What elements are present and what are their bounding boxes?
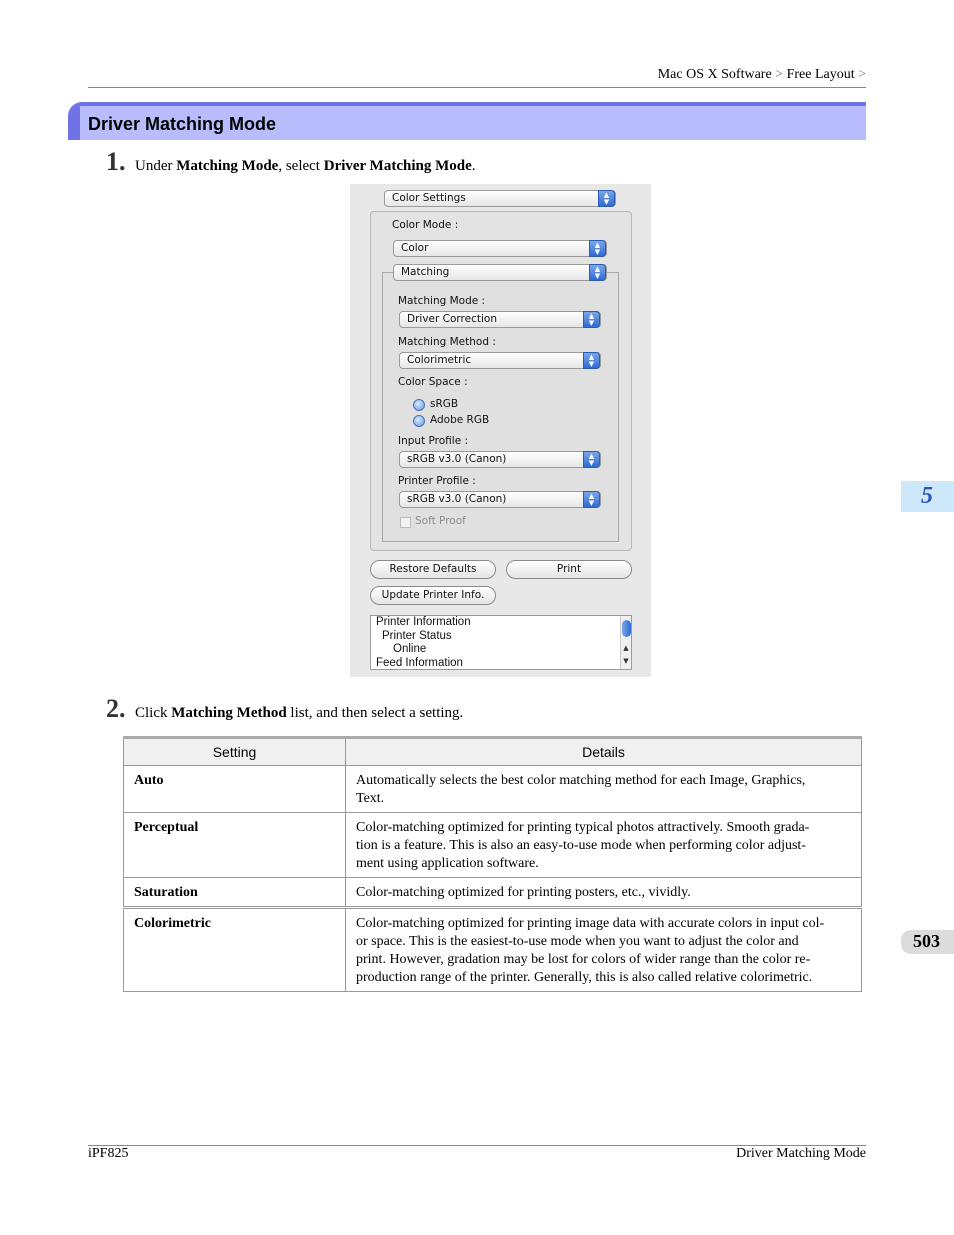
breadcrumb-separator-end: > [858,67,866,82]
input-profile-popup-label: sRGB v3.0 (Canon) [407,453,507,465]
step-1-text-a: Under [135,158,177,174]
step-2-text [135,705,463,722]
details-line: Color-matching optimized for printing image data with accurate colors in input col- [356,916,825,931]
chapter-tab[interactable] [901,481,954,512]
details-cell [346,878,862,908]
popup-arrows-icon: ▲ ▼ [583,352,600,369]
page-number-tab [901,930,954,954]
step-2-bold-matching-method: Matching Method [171,705,287,721]
setting-cell: Colorimetric [124,908,346,992]
details-line: Color-matching optimized for printing posters, etc., vividly. [356,885,691,900]
radio-srgb[interactable] [413,399,425,411]
radio-adobe-rgb-label: Adobe RGB [430,414,490,426]
update-printer-info-button[interactable]: Update Printer Info. [370,586,496,605]
printer-profile-label: Printer Profile : [398,475,476,487]
popup-arrows-icon: ▲ ▼ [598,190,615,207]
input-profile-label: Input Profile : [398,435,469,447]
matching-method-popup-label: Colorimetric [407,354,472,366]
list-item[interactable]: Printer Status [382,630,452,642]
radio-adobe-rgb[interactable] [413,415,425,427]
step-2-text-b: list, and then select a setting. [286,705,464,721]
matching-method-popup[interactable] [399,352,601,369]
input-profile-popup[interactable] [399,451,601,468]
footer-model: iPF825 [88,1146,129,1161]
soft-proof-checkbox[interactable] [400,517,411,528]
matching-mode-popup[interactable] [399,311,601,328]
details-line: production range of the printer. Generally, this is also called relative colorimetric. [356,970,813,985]
chapter-number: 5 [921,483,933,509]
color-space-label: Color Space : [398,376,468,388]
step-1-bold-driver-matching-mode: Driver Matching Mode [323,158,472,174]
details-line: or space. This is the easiest-to-use mode when you want to adjust the color and [356,934,799,949]
popup-arrows-icon: ▲ ▼ [583,451,600,468]
details-line: tion is a feature. This is also an easy-to-use mode when performing color adjust- [356,838,806,853]
table-row [124,813,862,878]
section-accent [68,106,80,140]
page-number: 503 [913,931,940,951]
print-button[interactable]: Print [506,560,632,579]
section-title-bar [68,102,866,140]
scroll-down-arrow-icon[interactable]: ▼ [623,657,629,665]
printer-info-list[interactable] [370,615,632,670]
details-line: Text. [356,791,385,806]
header-rule [88,87,866,88]
table-row [124,908,862,992]
step-1-text-b: , select [278,158,324,174]
step-2-text-a: Click [135,705,172,721]
popup-arrows-icon: ▲ ▼ [589,264,606,281]
color-mode-label: Color Mode : [392,219,459,231]
table-row [124,878,862,908]
list-item[interactable]: Feed Information [376,657,463,669]
list-item[interactable]: Online [393,643,427,655]
color-mode-popup[interactable] [393,240,607,257]
color-settings-dialog [350,184,651,677]
step-1-bold-matching-mode: Matching Mode [176,158,279,174]
header-setting: Setting [124,738,346,766]
details-cell [346,908,862,992]
radio-srgb-label: sRGB [430,398,459,410]
footer-section: Driver Matching Mode [736,1146,866,1161]
setting-cell: Perceptual [124,813,346,878]
list-scrollbar[interactable] [620,616,631,669]
matching-mode-label: Matching Mode : [398,295,486,307]
popup-arrows-icon: ▲ ▼ [589,240,606,257]
table-row [124,766,862,813]
details-line: Color-matching optimized for printing typical photos attractively. Smooth grada- [356,820,810,835]
popup-arrows-icon: ▲ ▼ [583,311,600,328]
details-cell [346,813,862,878]
details-line: Automatically selects the best color matching method for each Image, Graphics, [356,773,806,788]
matching-popup-label: Matching [401,266,450,278]
matching-mode-popup-label: Driver Correction [407,313,497,325]
setting-cell: Saturation [124,878,346,908]
setting-cell: Auto [124,766,346,813]
settings-table [123,736,862,992]
color-settings-popup-label: Color Settings [392,192,466,204]
details-cell [346,766,862,813]
scroll-thumb[interactable] [622,620,631,637]
breadcrumb-mac-os-x-software[interactable]: Mac OS X Software [657,67,772,82]
printer-profile-popup-label: sRGB v3.0 (Canon) [407,493,507,505]
step-2-number: 2. [106,694,126,723]
step-1-text [135,158,476,175]
matching-popup[interactable] [393,264,607,281]
breadcrumb-free-layout[interactable]: Free Layout [786,67,855,82]
header-details: Details [346,738,862,766]
breadcrumb-separator: > [775,67,784,82]
details-line: ment using application software. [356,856,539,871]
restore-defaults-button[interactable]: Restore Defaults [370,560,496,579]
color-settings-popup[interactable] [384,190,616,207]
color-mode-popup-label: Color [401,242,429,254]
list-item[interactable]: Printer Information [376,616,471,628]
breadcrumb [658,67,866,83]
matching-method-label: Matching Method : [398,336,496,348]
step-1-text-c: . [471,158,476,174]
table-header-row [124,738,862,766]
popup-arrows-icon: ▲ ▼ [583,491,600,508]
soft-proof-label: Soft Proof [415,515,466,527]
details-line: print. However, gradation may be lost for colors of wider range than the color re- [356,952,811,967]
section-title: Driver Matching Mode [88,114,277,134]
scroll-up-arrow-icon[interactable]: ▲ [623,644,629,652]
step-1-number: 1. [106,147,126,176]
printer-profile-popup[interactable] [399,491,601,508]
